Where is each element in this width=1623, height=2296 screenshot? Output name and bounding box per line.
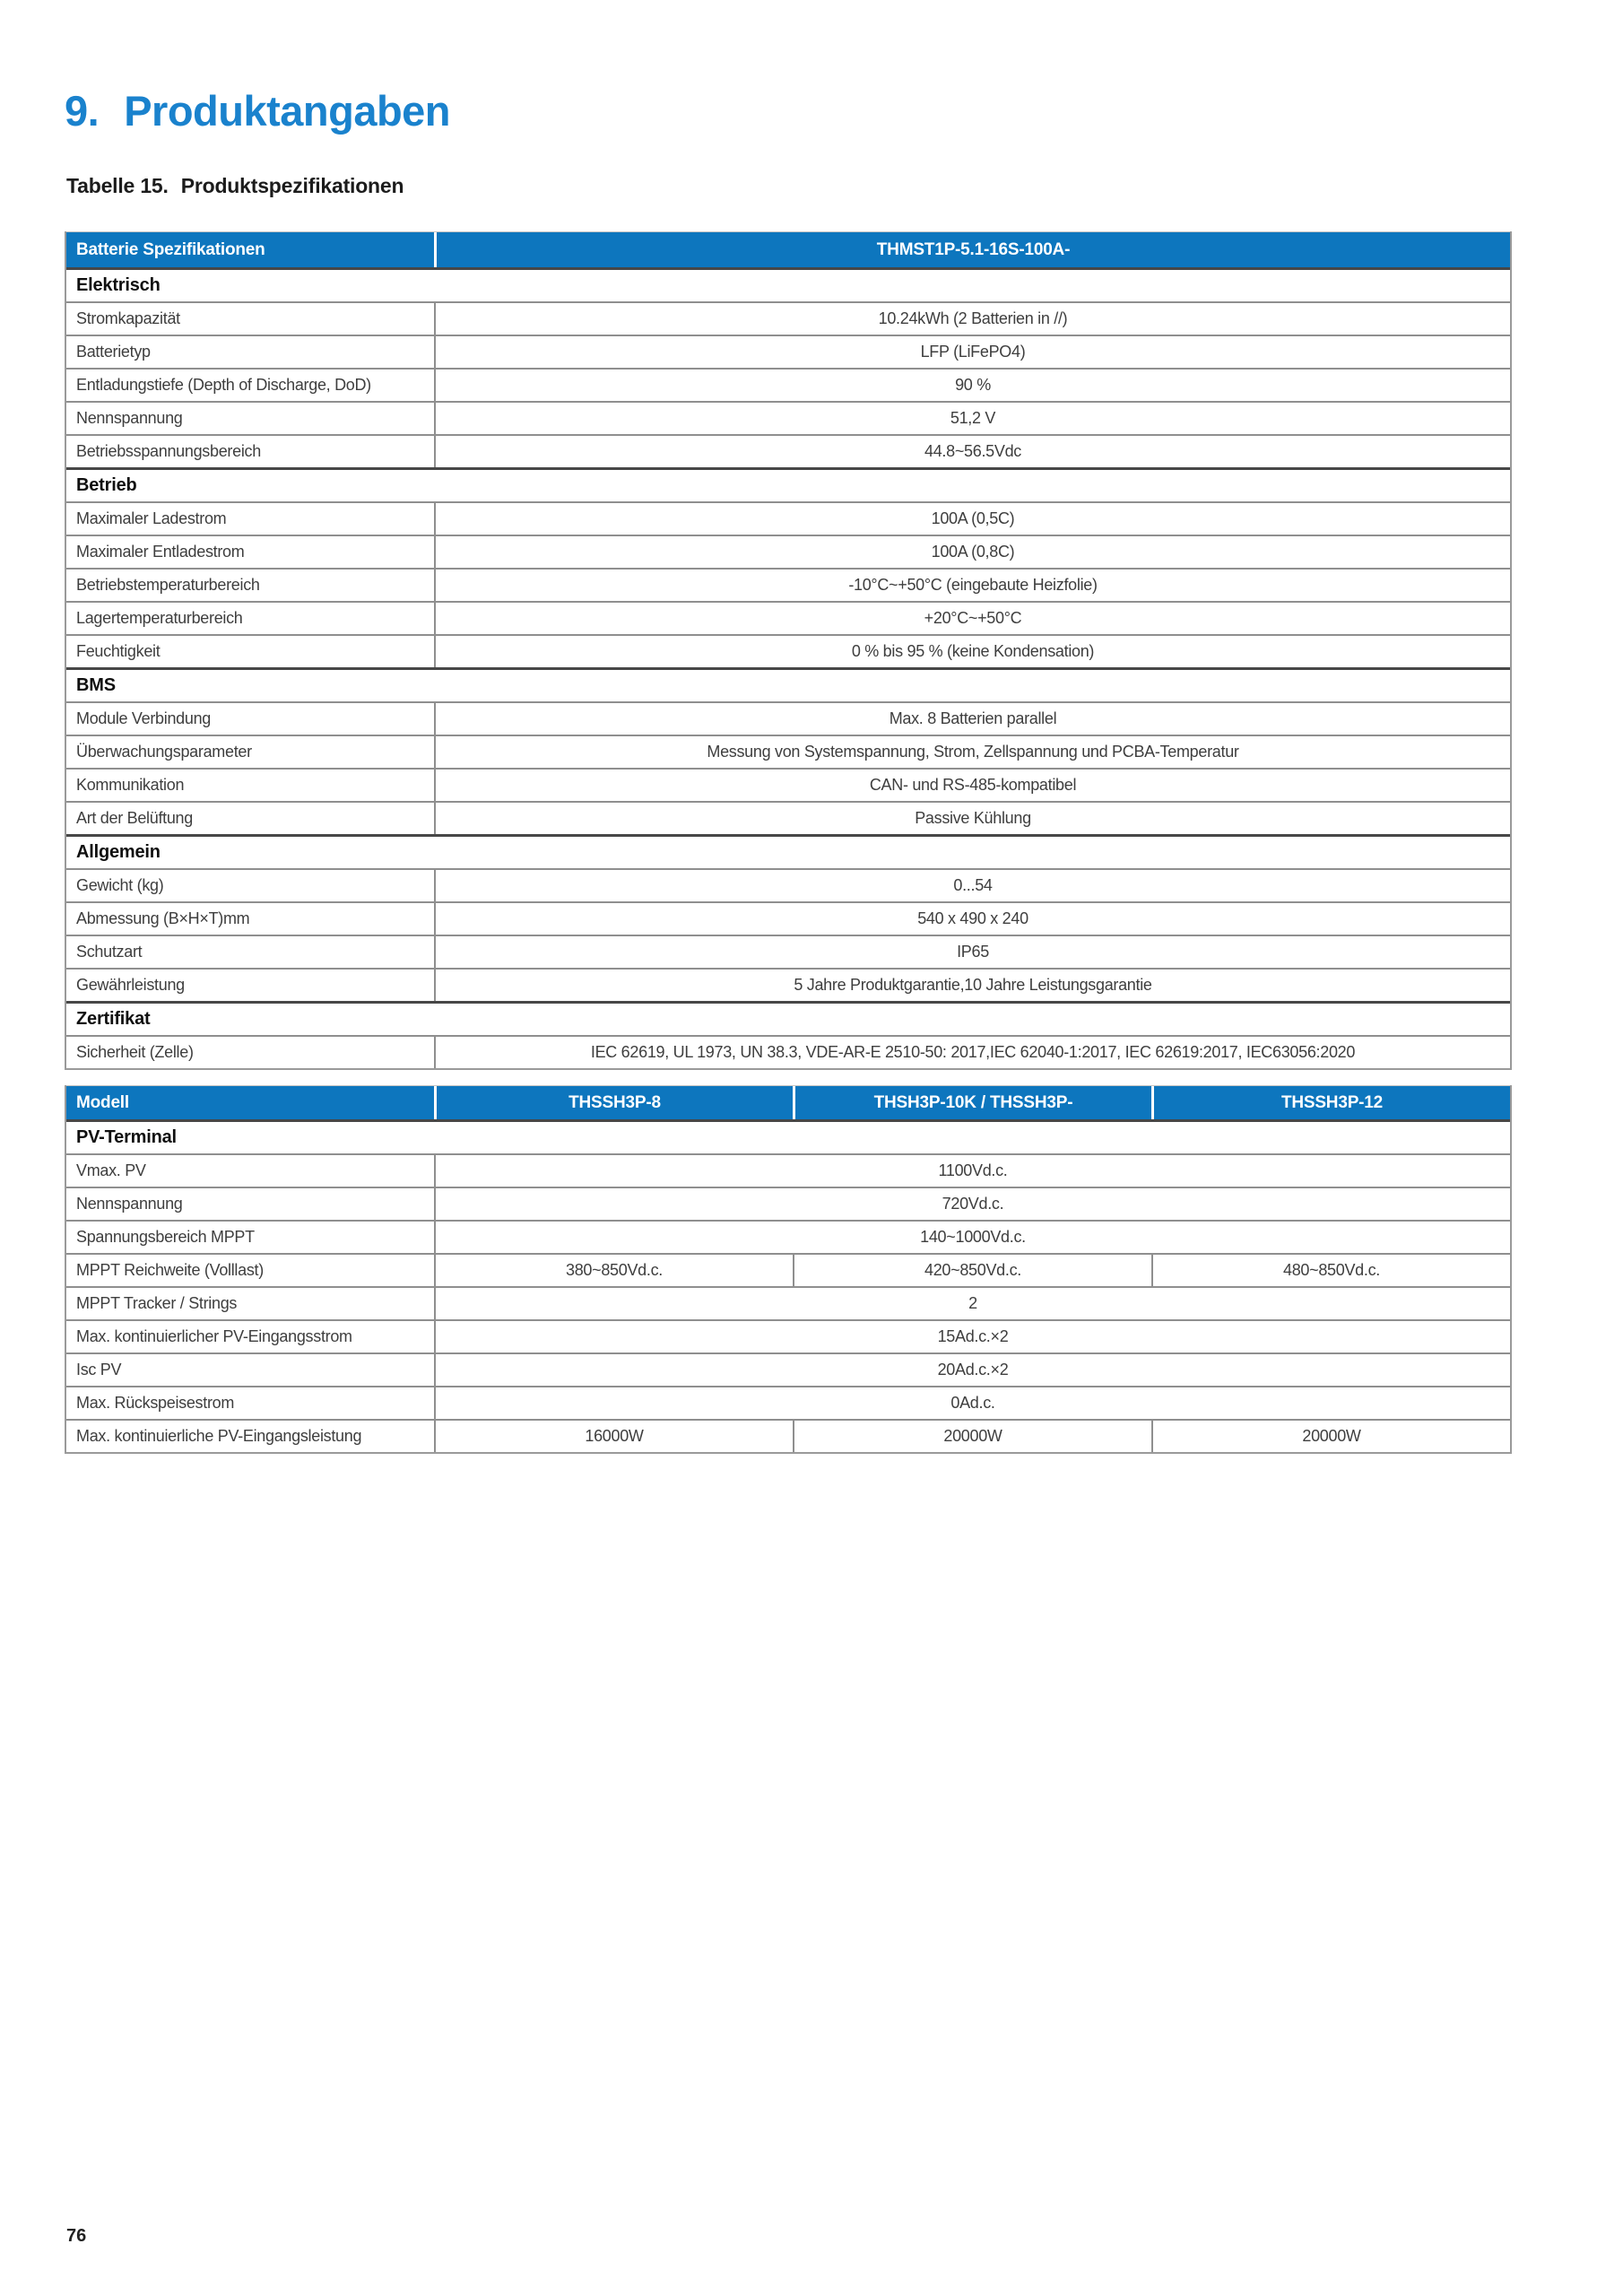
row-label: Abmessung (B×H×T)mm (76, 909, 250, 927)
header-cell: THSSH3P-12 (1151, 1086, 1510, 1119)
section-row (66, 1001, 1510, 1035)
row-value: 90 % (434, 370, 1510, 401)
row-label: Nennspannung (76, 1195, 183, 1213)
row-value: 100A (0,8C) (434, 536, 1510, 568)
row-value: 5 Jahre Produktgarantie,10 Jahre Leistungsgarantie (434, 970, 1510, 1001)
row-label: MPPT Reichweite (Volllast) (76, 1261, 264, 1279)
page-title (65, 86, 450, 135)
row-value: 20Ad.c.×2 (434, 1354, 1510, 1386)
row-value: 44.8~56.5Vdc (434, 436, 1510, 467)
section-row (66, 667, 1510, 701)
table-row (66, 1386, 1510, 1419)
row-value: 0...54 (434, 870, 1510, 901)
row-value: -10°C~+50°C (eingebaute Heizfolie) (434, 570, 1510, 601)
table-header-row (66, 1085, 1510, 1119)
table-row (66, 1352, 1510, 1386)
row-label: Vmax. PV (76, 1161, 146, 1179)
row-value: 10.24kWh (2 Batterien in //) (434, 303, 1510, 335)
row-value: 1100Vd.c. (434, 1155, 1510, 1187)
row-value: CAN- und RS-485-kompatibel (434, 770, 1510, 801)
table-caption-text: Produktspezifikationen (180, 174, 404, 197)
row-value: +20°C~+50°C (434, 603, 1510, 634)
table-row (66, 701, 1510, 735)
row-value: 140~1000Vd.c. (434, 1222, 1510, 1253)
row-label: Max. kontinuierlicher PV-Eingangsstrom (76, 1327, 352, 1345)
table-row (66, 335, 1510, 368)
row-value: 16000W (434, 1421, 793, 1452)
table-row (66, 968, 1510, 1001)
row-label: Max. Rückspeisestrom (76, 1394, 235, 1412)
row-label: Überwachungsparameter (76, 743, 252, 761)
row-value: Messung von Systemspannung, Strom, Zellspannung und PCBA-Temperatur (434, 736, 1510, 768)
row-label: Schutzart (76, 943, 143, 961)
table-row (66, 935, 1510, 968)
table-row (66, 568, 1510, 601)
row-value: LFP (LiFePO4) (434, 336, 1510, 368)
row-label: Entladungstiefe (Depth of Discharge, DoD) (76, 376, 371, 394)
row-label: MPPT Tracker / Strings (76, 1294, 238, 1312)
table-row (66, 868, 1510, 901)
row-label: Sicherheit (Zelle) (76, 1043, 194, 1061)
row-label: Gewährleistung (76, 976, 185, 994)
row-label: Batterietyp (76, 343, 151, 361)
table-row (66, 501, 1510, 535)
row-label: Isc PV (76, 1361, 122, 1378)
header-cell: Batterie Spezifikationen (76, 239, 265, 259)
table-caption-label: Tabelle 15. (66, 174, 169, 197)
row-value: 15Ad.c.×2 (434, 1321, 1510, 1352)
row-value: 720Vd.c. (434, 1188, 1510, 1220)
row-value: Passive Kühlung (434, 803, 1510, 834)
table-row (66, 768, 1510, 801)
table-row (66, 901, 1510, 935)
row-label: Stromkapazität (76, 309, 180, 327)
header-cell: THSH3P-10K / THSSH3P- (793, 1086, 1151, 1119)
table-row (66, 801, 1510, 834)
table-row (66, 634, 1510, 667)
row-label: Module Verbindung (76, 709, 212, 727)
row-value: 51,2 V (434, 403, 1510, 434)
header-cell: Modell (76, 1092, 129, 1112)
table-row (66, 1035, 1510, 1068)
table-row (66, 1187, 1510, 1220)
section-row (66, 1119, 1510, 1153)
row-label: Spannungsbereich MPPT (76, 1228, 255, 1246)
section-label: PV-Terminal (76, 1127, 177, 1147)
row-value: 20000W (1151, 1421, 1510, 1452)
row-value: 100A (0,5C) (434, 503, 1510, 535)
section-label: Betrieb (76, 475, 137, 495)
table-row (66, 1220, 1510, 1253)
table-caption (66, 174, 404, 198)
row-value: 420~850Vd.c. (793, 1255, 1151, 1286)
row-label: Max. kontinuierliche PV-Eingangsleistung (76, 1427, 362, 1445)
header-cell: THSSH3P-8 (434, 1086, 793, 1119)
section-row (66, 834, 1510, 868)
row-label: Kommunikation (76, 776, 185, 794)
section-label: Elektrisch (76, 275, 161, 295)
row-label: Betriebstemperaturbereich (76, 576, 260, 594)
row-value: 0Ad.c. (434, 1387, 1510, 1419)
row-value: 540 x 490 x 240 (434, 903, 1510, 935)
row-value: IP65 (434, 936, 1510, 968)
row-label: Maximaler Entladestrom (76, 543, 245, 561)
table-row (66, 1319, 1510, 1352)
row-value: 20000W (793, 1421, 1151, 1452)
row-label: Lagertemperaturbereich (76, 609, 243, 627)
row-label: Gewicht (kg) (76, 876, 164, 894)
table-row (66, 535, 1510, 568)
row-value: 0 % bis 95 % (keine Kondensation) (434, 636, 1510, 667)
row-label: Art der Belüftung (76, 809, 193, 827)
row-value: 380~850Vd.c. (434, 1255, 793, 1286)
section-label: BMS (76, 675, 116, 695)
row-label: Maximaler Ladestrom (76, 509, 227, 527)
section-title-text: Produktangaben (124, 87, 451, 135)
section-label: Allgemein (76, 842, 161, 862)
battery-spec-table (65, 231, 1512, 1070)
page-number: 76 (66, 2226, 87, 2246)
row-value: Max. 8 Batterien parallel (434, 703, 1510, 735)
table-row (66, 1253, 1510, 1286)
table-row (66, 601, 1510, 634)
section-row (66, 467, 1510, 501)
table-row (66, 1419, 1510, 1452)
table-header-row (66, 231, 1510, 267)
model-spec-table (65, 1085, 1512, 1454)
table-row (66, 1286, 1510, 1319)
row-value: 480~850Vd.c. (1151, 1255, 1510, 1286)
table-row (66, 434, 1510, 467)
table-row (66, 368, 1510, 401)
section-number: 9. (65, 87, 100, 135)
table-row (66, 1153, 1510, 1187)
header-cell: THMST1P-5.1-16S-100A- (434, 232, 1510, 267)
section-row (66, 267, 1510, 301)
section-label: Zertifikat (76, 1009, 151, 1029)
table-row (66, 735, 1510, 768)
row-label: Feuchtigkeit (76, 642, 161, 660)
row-value: 2 (434, 1288, 1510, 1319)
row-value: IEC 62619, UL 1973, UN 38.3, VDE-AR-E 2510-50: 2017,IEC 62040-1:2017, IEC 62619:2017, IEC63056:2020 (434, 1037, 1510, 1068)
table-row (66, 301, 1510, 335)
row-label: Betriebsspannungsbereich (76, 442, 261, 460)
row-label: Nennspannung (76, 409, 183, 427)
table-row (66, 401, 1510, 434)
